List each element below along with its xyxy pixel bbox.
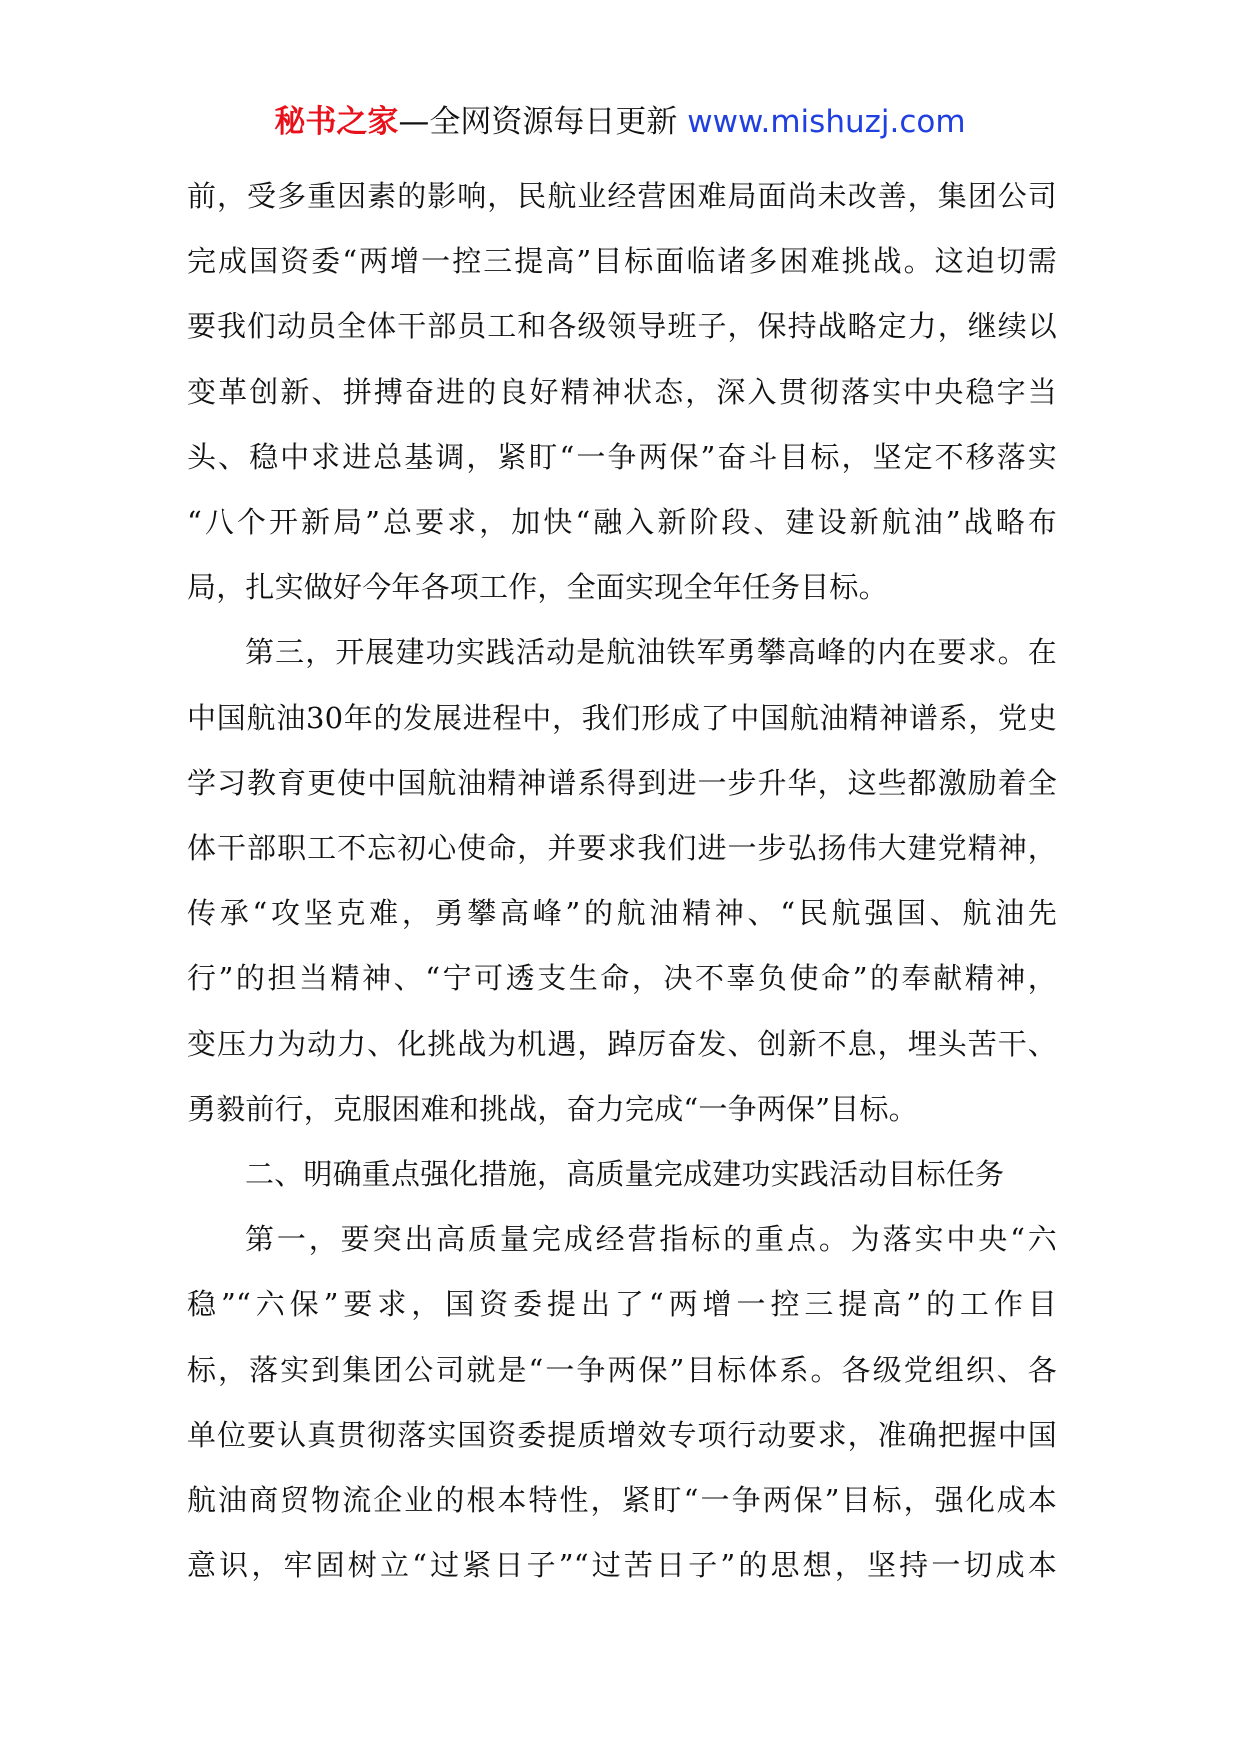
text-line: 意识，牢固树立“过紧日子”“过苦日子”的思想，坚持一切成本 [187, 1548, 1057, 1583]
text-line: 勇毅前行，克服困难和挑战，奋力完成“一争两保”目标。 [187, 1091, 918, 1126]
paragraph-continuation [187, 164, 1057, 620]
text-line: 变压力为动力、化挑战为机遇，踔厉奋发、创新不息，埋头苦干、 [187, 1026, 1057, 1061]
document-body [187, 164, 1057, 1598]
header-url-link[interactable]: www.mishuzj.com [687, 104, 966, 140]
brand-name: 秘书之家 [274, 104, 399, 140]
text-line: 行”的担当精神、“宁可透支生命，决不辜负使命”的奉献精神， [187, 961, 1057, 996]
text-line: 要我们动员全体干部员工和各级领导班子，保持战略定力，继续以 [187, 309, 1057, 344]
paragraph-third-point [187, 620, 1057, 1142]
text-line: 第三，开展建功实践活动是航油铁军勇攀高峰的内在要求。在 [245, 635, 1057, 670]
text-line: 前，受多重因素的影响，民航业经营困难局面尚未改善，集团公司 [187, 179, 1057, 213]
text-line: 中国航油30年的发展进程中，我们形成了中国航油精神谱系，党史 [187, 700, 1057, 735]
text-line: 二、明确重点强化措施，高质量完成建功实践活动目标任务 [245, 1157, 1005, 1192]
text-line: 局，扎实做好今年各项工作，全面实现全年任务目标。 [187, 570, 888, 605]
text-line: 学习教育更使中国航油精神谱系得到进一步升华，这些都激励着全 [187, 765, 1057, 800]
text-line: “八个开新局”总要求，加快“融入新阶段、建设新航油”战略布 [187, 505, 1057, 540]
text-line: 标，落实到集团公司就是“一争两保”目标体系。各级党组织、各 [187, 1352, 1057, 1387]
paragraph-first-point [187, 1207, 1057, 1598]
text-line: 完成国资委“两增一控三提高”目标面临诸多困难挑战。这迫切需 [187, 244, 1057, 279]
text-line: 单位要认真贯彻落实国资委提质增效专项行动要求，准确把握中国 [187, 1417, 1057, 1452]
section-heading [187, 1142, 1057, 1207]
text-line: 头、稳中求进总基调，紧盯“一争两保”奋斗目标，坚定不移落实 [187, 439, 1057, 474]
text-line: 航油商贸物流企业的根本特性，紧盯“一争两保”目标，强化成本 [187, 1483, 1057, 1518]
page-header-banner [0, 100, 1240, 144]
text-line: 变革创新、拼搏奋进的良好精神状态，深入贯彻落实中央稳字当 [187, 374, 1057, 409]
text-line: 传承“攻坚克难，勇攀高峰”的航油精神、“民航强国、航油先 [187, 896, 1057, 931]
text-line: 稳”“六保”要求，国资委提出了“两增一控三提高”的工作目 [187, 1287, 1057, 1322]
text-line: 体干部职工不忘初心使命，并要求我们进一步弘扬伟大建党精神， [187, 831, 1057, 866]
header-tagline: —全网资源每日更新 [398, 104, 678, 140]
text-line: 第一，要突出高质量完成经营指标的重点。为落实中央“六 [245, 1222, 1057, 1257]
